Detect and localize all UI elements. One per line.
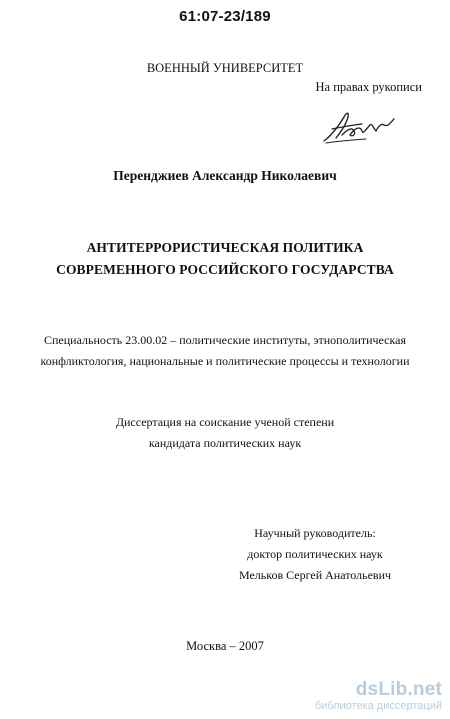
manuscript-rights-note: На правах рукописи bbox=[315, 80, 422, 94]
author-name: Перенджиев Александр Николаевич bbox=[113, 168, 337, 183]
dissertation-title-line-1: АНТИТЕРРОРИСТИЧЕСКАЯ ПОЛИТИКА bbox=[86, 240, 364, 255]
city-year: Москва – 2007 bbox=[186, 639, 264, 653]
watermark bbox=[315, 680, 442, 713]
advisor-degree: доктор политических наук bbox=[247, 547, 383, 561]
watermark-tagline: библиотека диссертаций bbox=[314, 700, 442, 712]
degree-statement-line-2: кандидата политических наук bbox=[148, 436, 302, 450]
specialty-line-2: конфликтология, национальные и политические процессы и технологии bbox=[40, 354, 410, 368]
degree-statement-line-1: Диссертация на соискание ученой степени bbox=[115, 415, 335, 429]
catalog-number: 61:07-23/189 bbox=[179, 8, 271, 25]
advisor-name: Мельков Сергей Анатольевич bbox=[238, 568, 392, 582]
dissertation-title-line-2: СОВРЕМЕННОГО РОССИЙСКОГО ГОСУДАРСТВА bbox=[56, 262, 394, 277]
advisor-role: Научный руководитель: bbox=[254, 526, 376, 540]
handwritten-signature bbox=[318, 105, 398, 147]
specialty-line-1: Специальность 23.00.02 – политические институты, этнополитическая bbox=[43, 333, 407, 347]
university-name: ВОЕННЫЙ УНИВЕРСИТЕТ bbox=[146, 61, 304, 75]
advisor-block bbox=[230, 523, 400, 586]
watermark-logo: dsLib.net bbox=[355, 679, 442, 700]
